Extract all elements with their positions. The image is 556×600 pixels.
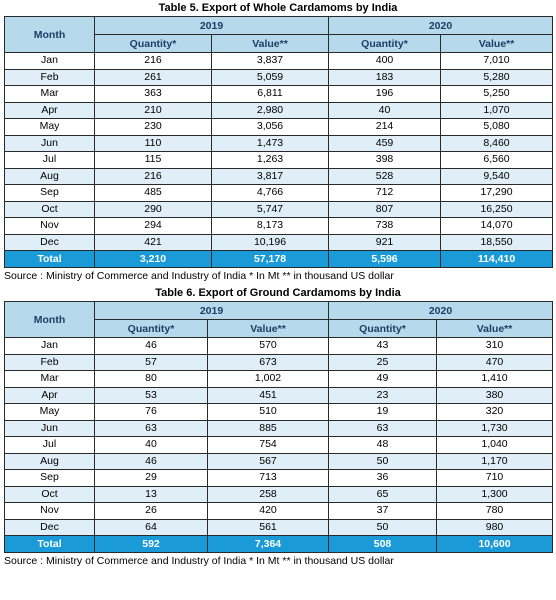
cell-q20: 528 bbox=[329, 168, 441, 185]
table5-total-q19: 3,210 bbox=[95, 251, 212, 268]
cell-q20: 36 bbox=[329, 470, 437, 487]
cell-v19: 3,056 bbox=[212, 119, 329, 136]
cell-v19: 570 bbox=[208, 338, 329, 355]
cell-q19: 29 bbox=[95, 470, 208, 487]
cell-q19: 57 bbox=[95, 354, 208, 371]
table-row bbox=[5, 53, 553, 70]
cell-v19: 6,811 bbox=[212, 86, 329, 103]
table5-total-row bbox=[5, 251, 553, 268]
table5-body bbox=[5, 53, 553, 251]
cell-q19: 76 bbox=[95, 404, 208, 421]
table-row bbox=[5, 519, 553, 536]
table6-source-note: Source : Ministry of Commerce and Industry of India * In Mt ** in thousand US dollar bbox=[4, 555, 394, 567]
table-row bbox=[5, 354, 553, 371]
table5-val-2019-header: Value** bbox=[212, 35, 329, 53]
cell-v20: 8,460 bbox=[441, 135, 553, 152]
cell-month: May bbox=[5, 404, 95, 421]
table6-total-v20: 10,600 bbox=[437, 536, 553, 553]
cell-q19: 80 bbox=[95, 371, 208, 388]
cell-v19: 3,837 bbox=[212, 53, 329, 70]
cell-v19: 673 bbox=[208, 354, 329, 371]
cell-q19: 216 bbox=[95, 168, 212, 185]
cell-month: Apr bbox=[5, 102, 95, 119]
table5 bbox=[4, 16, 553, 268]
table-row bbox=[5, 234, 553, 251]
cell-month: Aug bbox=[5, 168, 95, 185]
cell-q19: 46 bbox=[95, 453, 208, 470]
cell-q20: 738 bbox=[329, 218, 441, 235]
table-row bbox=[5, 437, 553, 454]
cell-q20: 196 bbox=[329, 86, 441, 103]
cell-v20: 320 bbox=[437, 404, 553, 421]
cell-v20: 5,280 bbox=[441, 69, 553, 86]
table6-val-2019-header: Value** bbox=[208, 320, 329, 338]
cell-q20: 40 bbox=[329, 102, 441, 119]
table6-total-v19: 7,364 bbox=[208, 536, 329, 553]
cell-month: Feb bbox=[5, 69, 95, 86]
cell-q20: 214 bbox=[329, 119, 441, 136]
cell-q19: 421 bbox=[95, 234, 212, 251]
table5-month-header: Month bbox=[5, 17, 95, 53]
table-row bbox=[5, 102, 553, 119]
cell-v19: 258 bbox=[208, 486, 329, 503]
cell-v19: 5,747 bbox=[212, 201, 329, 218]
table5-year-2019-header: 2019 bbox=[95, 17, 329, 35]
cell-q20: 921 bbox=[329, 234, 441, 251]
cell-q20: 712 bbox=[329, 185, 441, 202]
cell-v19: 754 bbox=[208, 437, 329, 454]
table-row bbox=[5, 371, 553, 388]
cell-month: May bbox=[5, 119, 95, 136]
cell-v20: 1,410 bbox=[437, 371, 553, 388]
table5-source-note: Source : Ministry of Commerce and Industry of India * In Mt ** in thousand US dollar bbox=[4, 270, 394, 282]
cell-month: Aug bbox=[5, 453, 95, 470]
cell-q20: 43 bbox=[329, 338, 437, 355]
table6-qty-2019-header: Quantity* bbox=[95, 320, 208, 338]
table5-val-2020-header: Value** bbox=[441, 35, 553, 53]
cell-v20: 380 bbox=[437, 387, 553, 404]
cell-month: Mar bbox=[5, 371, 95, 388]
table6 bbox=[4, 301, 553, 553]
cell-v19: 1,263 bbox=[212, 152, 329, 169]
cell-v20: 5,250 bbox=[441, 86, 553, 103]
cell-v20: 1,300 bbox=[437, 486, 553, 503]
cell-v20: 16,250 bbox=[441, 201, 553, 218]
table6-month-header: Month bbox=[5, 302, 95, 338]
cell-v19: 2,980 bbox=[212, 102, 329, 119]
cell-v20: 470 bbox=[437, 354, 553, 371]
cell-v19: 510 bbox=[208, 404, 329, 421]
cell-v20: 7,010 bbox=[441, 53, 553, 70]
table-row bbox=[5, 168, 553, 185]
cell-v19: 1,473 bbox=[212, 135, 329, 152]
cell-month: Jun bbox=[5, 420, 95, 437]
cell-v19: 713 bbox=[208, 470, 329, 487]
table-row bbox=[5, 453, 553, 470]
table-row bbox=[5, 201, 553, 218]
cell-v19: 561 bbox=[208, 519, 329, 536]
cell-q20: 23 bbox=[329, 387, 437, 404]
cell-q19: 485 bbox=[95, 185, 212, 202]
cell-v20: 780 bbox=[437, 503, 553, 520]
cell-v20: 1,730 bbox=[437, 420, 553, 437]
cell-v19: 5,059 bbox=[212, 69, 329, 86]
cell-v19: 10,196 bbox=[212, 234, 329, 251]
cell-month: Feb bbox=[5, 354, 95, 371]
cell-month: Apr bbox=[5, 387, 95, 404]
cell-v20: 1,170 bbox=[437, 453, 553, 470]
cell-v19: 885 bbox=[208, 420, 329, 437]
cell-month: Jan bbox=[5, 338, 95, 355]
cell-q19: 53 bbox=[95, 387, 208, 404]
table6-total-q19: 592 bbox=[95, 536, 208, 553]
cell-q20: 65 bbox=[329, 486, 437, 503]
cell-v20: 1,070 bbox=[441, 102, 553, 119]
cell-month: Dec bbox=[5, 519, 95, 536]
cell-q20: 48 bbox=[329, 437, 437, 454]
cell-v20: 18,550 bbox=[441, 234, 553, 251]
cell-month: Sep bbox=[5, 470, 95, 487]
cell-q20: 63 bbox=[329, 420, 437, 437]
cell-q20: 50 bbox=[329, 453, 437, 470]
cell-q19: 261 bbox=[95, 69, 212, 86]
cell-q20: 49 bbox=[329, 371, 437, 388]
cell-q19: 230 bbox=[95, 119, 212, 136]
cell-v19: 4,766 bbox=[212, 185, 329, 202]
table6-qty-2020-header: Quantity* bbox=[329, 320, 437, 338]
cell-q19: 46 bbox=[95, 338, 208, 355]
table-row bbox=[5, 503, 553, 520]
cell-q20: 25 bbox=[329, 354, 437, 371]
table-row bbox=[5, 152, 553, 169]
cell-v19: 420 bbox=[208, 503, 329, 520]
cell-v20: 14,070 bbox=[441, 218, 553, 235]
cell-v19: 8,173 bbox=[212, 218, 329, 235]
cell-q19: 26 bbox=[95, 503, 208, 520]
cell-q20: 398 bbox=[329, 152, 441, 169]
cell-q20: 459 bbox=[329, 135, 441, 152]
table-row bbox=[5, 218, 553, 235]
table5-total-label: Total bbox=[5, 251, 95, 268]
cell-q19: 110 bbox=[95, 135, 212, 152]
cell-q19: 115 bbox=[95, 152, 212, 169]
cell-v19: 3,817 bbox=[212, 168, 329, 185]
cell-v19: 1,002 bbox=[208, 371, 329, 388]
cell-q20: 400 bbox=[329, 53, 441, 70]
table5-title: Table 5. Export of Whole Cardamoms by India bbox=[158, 2, 398, 14]
cell-q20: 50 bbox=[329, 519, 437, 536]
table6-title: Table 6. Export of Ground Cardamoms by India bbox=[155, 287, 401, 299]
table5-qty-2020-header: Quantity* bbox=[329, 35, 441, 53]
cell-v19: 451 bbox=[208, 387, 329, 404]
table5-total-v19: 57,178 bbox=[212, 251, 329, 268]
table5-year-2020-header: 2020 bbox=[329, 17, 553, 35]
table6-body bbox=[5, 338, 553, 536]
cell-q20: 807 bbox=[329, 201, 441, 218]
table6-val-2020-header: Value** bbox=[437, 320, 553, 338]
cell-month: Jan bbox=[5, 53, 95, 70]
cell-v20: 17,290 bbox=[441, 185, 553, 202]
cell-month: Oct bbox=[5, 486, 95, 503]
cell-q19: 63 bbox=[95, 420, 208, 437]
cell-q19: 64 bbox=[95, 519, 208, 536]
cell-q20: 37 bbox=[329, 503, 437, 520]
cell-v20: 6,560 bbox=[441, 152, 553, 169]
cell-q19: 216 bbox=[95, 53, 212, 70]
cell-v20: 5,080 bbox=[441, 119, 553, 136]
table5-total-q20: 5,596 bbox=[329, 251, 441, 268]
cell-month: Sep bbox=[5, 185, 95, 202]
table5-total-v20: 114,410 bbox=[441, 251, 553, 268]
cell-v20: 310 bbox=[437, 338, 553, 355]
table-row bbox=[5, 470, 553, 487]
cell-q19: 210 bbox=[95, 102, 212, 119]
cell-q19: 290 bbox=[95, 201, 212, 218]
cell-q20: 183 bbox=[329, 69, 441, 86]
table6-total-label: Total bbox=[5, 536, 95, 553]
table6-year-2020-header: 2020 bbox=[329, 302, 553, 320]
cell-v20: 710 bbox=[437, 470, 553, 487]
table-row bbox=[5, 69, 553, 86]
cell-month: Jun bbox=[5, 135, 95, 152]
cell-q19: 40 bbox=[95, 437, 208, 454]
cell-v19: 567 bbox=[208, 453, 329, 470]
cell-month: Jul bbox=[5, 152, 95, 169]
cell-q19: 363 bbox=[95, 86, 212, 103]
cell-v20: 980 bbox=[437, 519, 553, 536]
cell-month: Dec bbox=[5, 234, 95, 251]
cell-month: Jul bbox=[5, 437, 95, 454]
table-row bbox=[5, 420, 553, 437]
table-row bbox=[5, 404, 553, 421]
table-row bbox=[5, 119, 553, 136]
table5-qty-2019-header: Quantity* bbox=[95, 35, 212, 53]
table-row bbox=[5, 135, 553, 152]
cell-q19: 294 bbox=[95, 218, 212, 235]
table6-total-row bbox=[5, 536, 553, 553]
table6-total-q20: 508 bbox=[329, 536, 437, 553]
cell-v20: 1,040 bbox=[437, 437, 553, 454]
table-row bbox=[5, 387, 553, 404]
table-row bbox=[5, 338, 553, 355]
cell-month: Nov bbox=[5, 218, 95, 235]
cell-month: Mar bbox=[5, 86, 95, 103]
table-row bbox=[5, 86, 553, 103]
cell-q20: 19 bbox=[329, 404, 437, 421]
cell-q19: 13 bbox=[95, 486, 208, 503]
cell-month: Oct bbox=[5, 201, 95, 218]
table-row bbox=[5, 486, 553, 503]
cell-v20: 9,540 bbox=[441, 168, 553, 185]
cell-month: Nov bbox=[5, 503, 95, 520]
table6-year-2019-header: 2019 bbox=[95, 302, 329, 320]
table-row bbox=[5, 185, 553, 202]
